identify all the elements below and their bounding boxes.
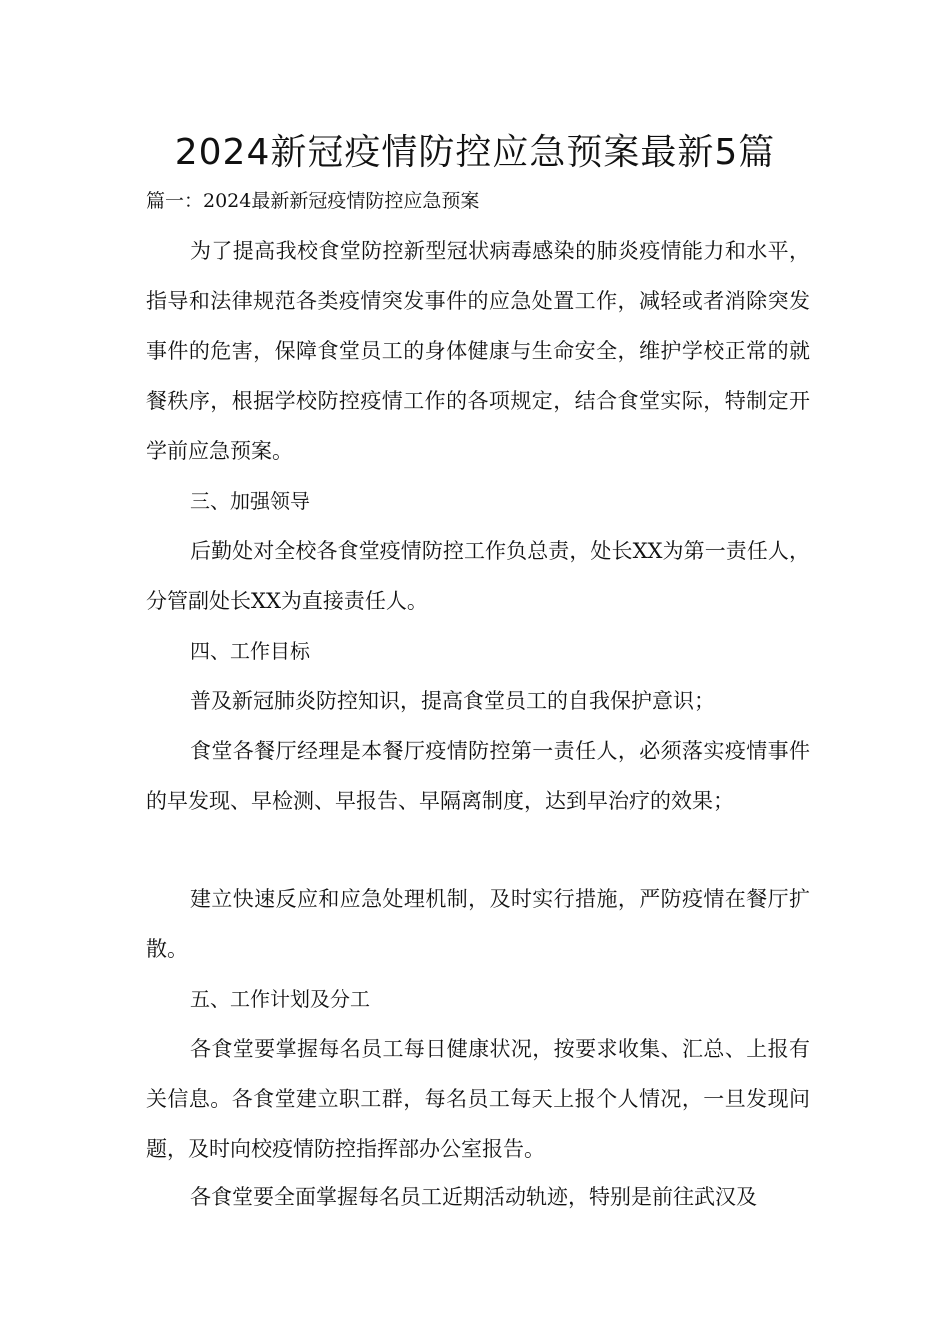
section-heading-leadership: 三、加强领导 — [190, 489, 310, 513]
paragraph-plan-tracking: 各食堂要全面掌握每名员工近期活动轨迹，特别是前往武汉及 — [190, 1185, 757, 1209]
section-heading-goals: 四、工作目标 — [190, 639, 310, 663]
document-title: 2024新冠疫情防控应急预案最新5篇 — [174, 132, 776, 173]
paragraph-leadership: 后勤处对全校各食堂疫情防控工作负总责，处长XX为第一责任人，分管副处长XX为直接责任人。 — [146, 539, 810, 613]
paragraph-plan-health: 各食堂要掌握每名员工每日健康状况，按要求收集、汇总、上报有关信息。各食堂建立职工群，每名员工每天上报个人情况，一旦发现问题，及时向校疫情防控指挥部办公室报告。 — [146, 1037, 810, 1161]
section-heading-plan: 五、工作计划及分工 — [190, 987, 370, 1011]
paragraph-goal-knowledge: 普及新冠肺炎防控知识，提高食堂员工的自我保护意识； — [190, 689, 715, 713]
document-subtitle: 篇一：2024最新新冠疫情防控应急预案 — [146, 190, 480, 212]
paragraph-intro: 为了提高我校食堂防控新型冠状病毒感染的肺炎疫情能力和水平，指导和法律规范各类疫情突发事件的应急处置工作，减轻或者消除突发事件的危害，保障食堂员工的身体健康与生命安全，维护学校正常的就餐秩序，根据学校防控疫情工作的各项规定，结合食堂实际，特制定开学前应急预案。 — [146, 239, 810, 463]
paragraph-goal-responsibility: 食堂各餐厅经理是本餐厅疫情防控第一责任人，必须落实疫情事件的早发现、早检测、早报告、早隔离制度，达到早治疗的效果； — [146, 739, 810, 813]
paragraph-goal-response: 建立快速反应和应急处理机制，及时实行措施，严防疫情在餐厅扩散。 — [146, 887, 810, 961]
